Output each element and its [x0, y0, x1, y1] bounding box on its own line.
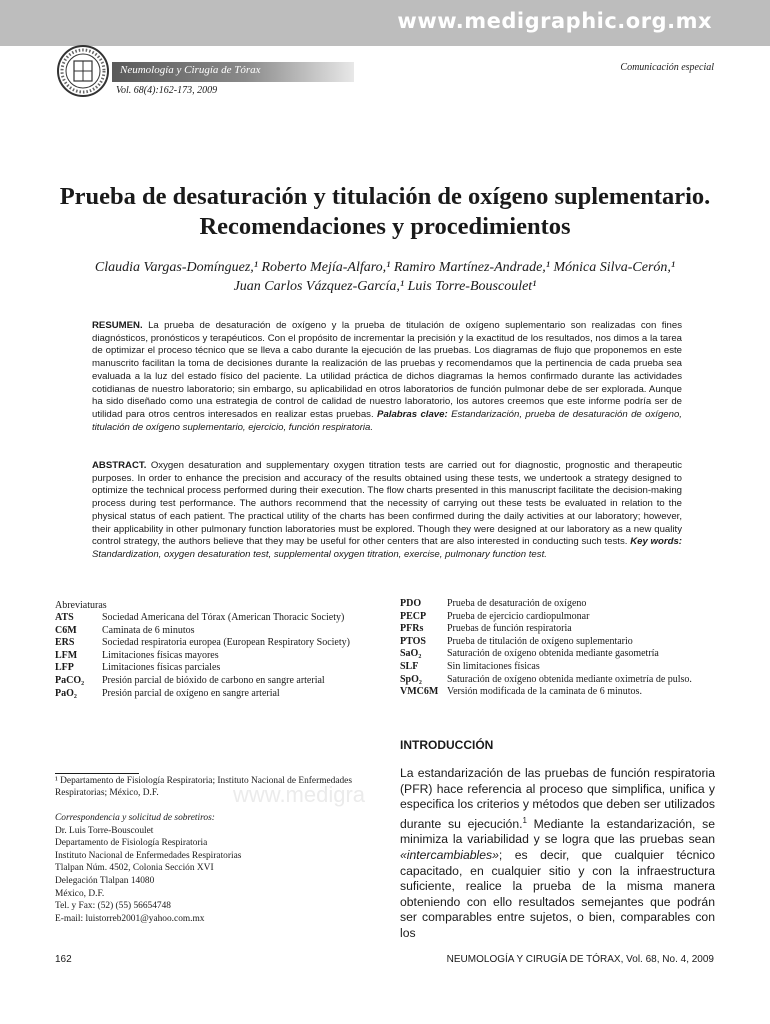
corr-line: Tlalpan Núm. 4502, Colonia Sección XVI	[55, 863, 214, 874]
page-number: 162	[55, 954, 72, 965]
palabras-clave-label: Palabras clave:	[377, 408, 448, 420]
corr-line: Tel. y Fax: (52) (55) 56654748	[55, 901, 171, 912]
resumen-text: La prueba de desaturación de oxígeno y la prueba de titulación de oxígeno suplementario son realizadas con fines diagnósticos, pronósticos y terapéuticos. Con el propósito de incrementar la precisión y la exactitud de los resultados, nos dimos a la tarea de optimizar el proceso técnico que se lleva a cabo durante la ejecución de las pruebas. Los diagramas de flujo que proponemos en este manuscrito facilitan la toma de decisiones durante la realización de las pruebas y recomendamos que la pertinencia de cada prueba sea evaluada a la luz del estado físico del paciente. La utilidad práctica de dichos diagramas la hemos confirmado durante las actividades cotidianas de nuestro laboratorio; sin embargo, su aplicabilidad en otros laboratorios de función pulmonar debe de ser explorada. Aunque ha sido diseñado como una estrategia de control de calidad de nuestro laboratorio, los autores creemos que este informe podría ser de utilidad para otros centros interesados en realizar estas pruebas.	[92, 320, 682, 420]
authors-line1: Claudia Vargas-Domínguez,¹ Roberto Mejía-Alfaro,¹ Ramiro Martínez-Andrade,¹ Mónica Silva-Cerón,¹	[94, 260, 676, 275]
correspondence-label: Correspondencia y solicitud de sobretiros:	[55, 813, 215, 823]
correspondence-block	[55, 812, 375, 925]
abbreviation-definition: Presión parcial de oxígeno en sangre arterial	[102, 687, 280, 699]
abbreviation-code: PFRs	[400, 623, 424, 635]
authors-line2: Juan Carlos Vázquez-García,¹ Luis Torre-Bouscoulet¹	[233, 279, 537, 294]
abbreviation-code: VMC6M	[400, 686, 439, 698]
corr-line: Delegación Tlalpan 14080	[55, 875, 155, 886]
watermark: www.medigra	[233, 782, 366, 807]
abbreviation-definition: Limitaciones físicas parciales	[102, 662, 221, 674]
resumen-block	[92, 320, 682, 434]
affiliation-footnote: ¹ Departamento de Fisiología Respiratoria; Instituto Nacional de Enfermedades Respiratorias; México, D.F.	[55, 776, 352, 799]
section-type: Comunicación especial	[620, 62, 714, 73]
intro-heading: INTRODUCCIÓN	[400, 738, 494, 752]
article-title-line1: Prueba de desaturación y titulación de oxígeno suplementario.	[59, 183, 711, 210]
intro-text-a: La estandarización de las pruebas de función respiratoria (PFR) hace referencia al proceso que simplifica, unifica y especifica los criterios y métodos que deben ser utilizados durante su ejecución.	[400, 766, 715, 831]
abbreviation-definition: Saturación de oxígeno obtenida mediante gasometría	[447, 648, 659, 660]
abbreviation-code: SaO₂	[400, 648, 422, 660]
abbreviation-code: SLF	[400, 661, 419, 672]
abbreviation-code: C6M	[55, 624, 77, 636]
intro-paragraph	[400, 766, 715, 942]
key-words: Standardization, oxygen desaturation test, supplemental oxygen titration, exercise, pulmonary function test.	[92, 548, 547, 560]
site-url[interactable]: www.medigraphic.org.mx	[397, 9, 712, 33]
footnote-divider	[55, 773, 139, 774]
abbreviation-definition: Prueba de desaturación de oxígeno	[447, 598, 587, 609]
abbreviation-definition: Sin limitaciones físicas	[447, 661, 540, 672]
abstract-text: Oxygen desaturation and supplementary oxygen titration tests are carried out for diagnostic, prognostic and therapeutic purposes. In order to enhance the precision and accuracy of the results obtained using these tests, we undertook a strategy designed to optimize the technical process performed during their execution. The flow charts presented in this manuscript facilitate the decision-making process during test performance. The authors recommend that the necessity of carrying out these tests be evaluated in relation to the physical status of each patient. The practical utility of the charts has been confirmed during the daily activities at our laboratory; however, their applicability in other pulmonary function laboratories must be explored. Though they were designed at our laboratory as a new quality control strategy, the authors believe that they may be useful for other centers that are also interested in conducting such tests.	[92, 460, 682, 548]
abstract-label: ABSTRACT.	[92, 460, 147, 471]
abbreviation-code: LFP	[55, 662, 74, 674]
abbreviation-definition: Sociedad Americana del Tórax (American Thoracic Society)	[102, 612, 345, 623]
abbreviation-code: ATS	[55, 612, 74, 623]
abbreviation-code: PTOS	[400, 635, 426, 647]
abbreviation-code: ERS	[55, 637, 75, 649]
abbreviation-definition: Prueba de titulación de oxígeno suplementario	[447, 635, 633, 647]
abbreviation-definition: Versión modificada de la caminata de 6 minutos.	[447, 686, 642, 698]
site-banner	[0, 0, 770, 46]
abbreviation-definition: Pruebas de función respiratoria	[447, 623, 572, 635]
abbreviation-code: PaCO₂	[55, 675, 85, 686]
abbreviation-code: SpO₂	[400, 673, 422, 685]
abbreviation-code: LFM	[55, 649, 78, 661]
footer-journal-citation: NEUMOLOGÍA Y CIRUGÍA DE TÓRAX, Vol. 68, No. 4, 2009	[446, 954, 714, 965]
abbreviation-definition: Caminata de 6 minutos	[102, 624, 195, 636]
intro-text-b: Mediante la estandarización, se minimiza la variabilidad y se logra que las pruebas sean	[400, 816, 716, 847]
abbreviation-definition: Sociedad respiratoria europea (European Respiratory Society)	[102, 637, 350, 649]
abbreviation-code: PDO	[400, 598, 422, 609]
intro-emphasis: «intercambiables»	[400, 848, 499, 863]
abbreviation-definition: Limitaciones físicas mayores	[102, 649, 219, 661]
abbreviation-definition: Presión parcial de bióxido de carbono en sangre arterial	[102, 675, 325, 686]
palabras-clave: Estandarización, prueba de desaturación de oxígeno, titulación de oxígeno suplementario, ejercicio, función respiratoria.	[92, 408, 682, 433]
abbreviation-code: PECP	[400, 610, 427, 622]
abbreviations-heading: Abreviaturas	[55, 600, 107, 611]
abbreviation-code: PaO₂	[55, 687, 77, 699]
corr-line: México, D.F.	[55, 888, 105, 899]
corr-email[interactable]: E-mail: luistorreb2001@yahoo.com.mx	[55, 913, 205, 924]
journal-seal-icon	[56, 44, 110, 98]
resumen-label: RESUMEN.	[92, 320, 143, 331]
corr-line: Dr. Luis Torre-Bouscoulet	[55, 825, 154, 836]
abbreviation-definition: Saturación de oxígeno obtenida mediante oximetría de pulso.	[447, 673, 692, 685]
volume-info: Vol. 68(4):162-173, 2009	[116, 85, 218, 96]
key-words-label: Key words:	[630, 536, 683, 548]
intro-citation[interactable]: 1	[522, 815, 527, 825]
article-title-line2: Recomendaciones y procedimientos	[199, 213, 571, 240]
abbreviation-definition: Prueba de ejercicio cardiopulmonar	[447, 610, 590, 622]
corr-line: Departamento de Fisiología Respiratoria	[55, 838, 208, 849]
abstract-block	[92, 460, 682, 562]
corr-line: Instituto Nacional de Enfermedades Respiratorias	[55, 850, 242, 861]
intro-text-c: ; es decir, que cualquier técnico capacitado, en cualquier sitio y con la infraestructura suficiente, realice la prueba de la misma manera obteniendo con ello resultados semejantes que podrán ser comparables entre sujetos, o bien, comparables con los	[400, 848, 715, 940]
journal-name: Neumología y Cirugía de Tórax	[120, 64, 261, 76]
